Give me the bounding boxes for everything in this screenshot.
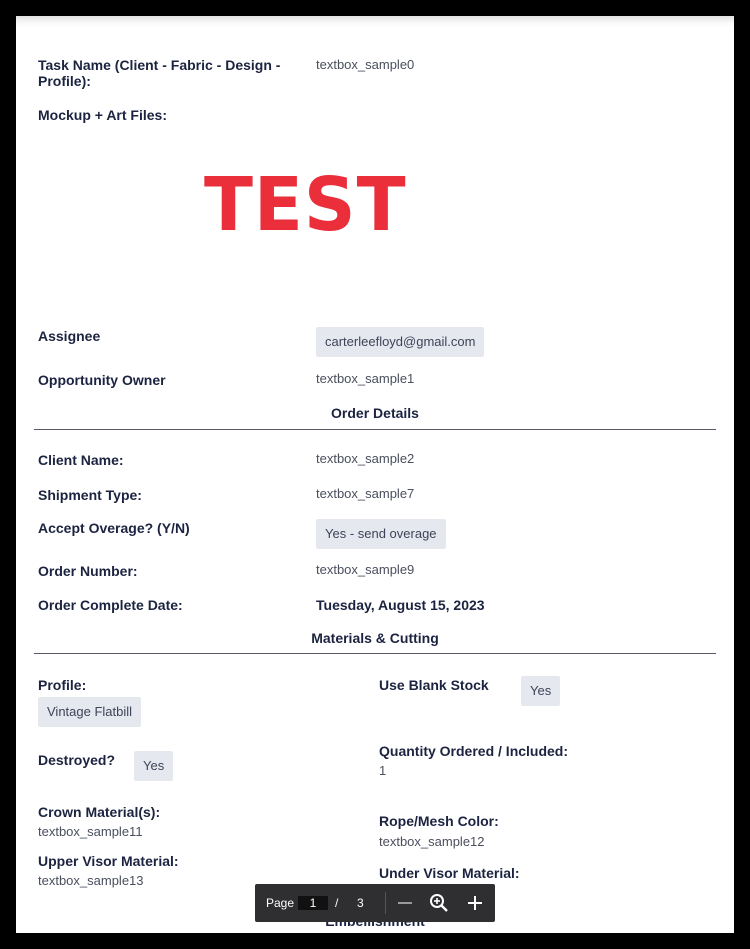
assignee-label: Assignee [38,328,101,344]
destroyed-chip: Yes [134,751,173,781]
client-name-label: Client Name: [38,452,124,468]
zoom-out-button[interactable] [392,891,418,915]
use-blank-stock-label: Use Blank Stock [379,677,489,693]
rope-mesh-value: textbox_sample12 [379,834,485,849]
shipment-type-label: Shipment Type: [38,487,142,503]
use-blank-stock-chip: Yes [521,676,560,706]
pdf-viewer-toolbar [255,884,495,922]
accept-overage-chip: Yes - send overage [316,519,446,549]
crown-material-label: Crown Material(s): [38,804,161,820]
profile-label: Profile: [38,677,87,693]
page-number-input[interactable] [298,896,328,910]
order-complete-date-label: Order Complete Date: [38,597,183,613]
document-page [16,16,734,933]
section-divider [34,429,716,430]
under-visor-label: Under Visor Material: [379,865,520,881]
mockup-art-image: TEST [204,162,407,248]
toolbar-divider [385,892,386,914]
destroyed-label: Destroyed? [38,752,116,768]
section-divider [34,653,716,654]
plus-icon [462,891,488,915]
shipment-type-value: textbox_sample7 [316,486,415,501]
opportunity-owner-value: textbox_sample1 [316,371,415,386]
task-name-label: Task Name (Client - Fabric - Design - Profile): [38,57,281,89]
upper-visor-value: textbox_sample13 [38,873,144,888]
order-number-label: Order Number: [38,563,138,579]
upper-visor-label: Upper Visor Material: [38,853,179,869]
order-details-heading: Order Details [331,405,419,421]
zoom-in-icon [426,891,452,915]
task-name-value: textbox_sample0 [316,57,415,72]
crown-material-value: textbox_sample11 [38,824,143,839]
order-complete-date-value: Tuesday, August 15, 2023 [316,597,485,613]
rope-mesh-label: Rope/Mesh Color: [379,813,499,829]
quantity-value: 1 [379,763,387,778]
zoom-in-button[interactable] [462,891,488,915]
opportunity-owner-label: Opportunity Owner [38,372,166,388]
zoom-fit-button[interactable] [426,891,452,915]
order-number-value: textbox_sample9 [316,562,415,577]
materials-cutting-heading: Materials & Cutting [311,630,439,646]
zoom-out-icon [392,891,418,915]
profile-chip: Vintage Flatbill [38,697,141,727]
page-separator: / [335,896,339,910]
client-name-value: textbox_sample2 [316,451,415,466]
total-pages: 3 [357,896,364,910]
accept-overage-label: Accept Overage? (Y/N) [38,520,190,536]
page-label: Page [266,896,295,910]
mockup-label: Mockup + Art Files: [38,107,168,123]
assignee-chip: carterleefloyd@gmail.com [316,327,484,357]
quantity-label: Quantity Ordered / Included: [379,743,569,759]
